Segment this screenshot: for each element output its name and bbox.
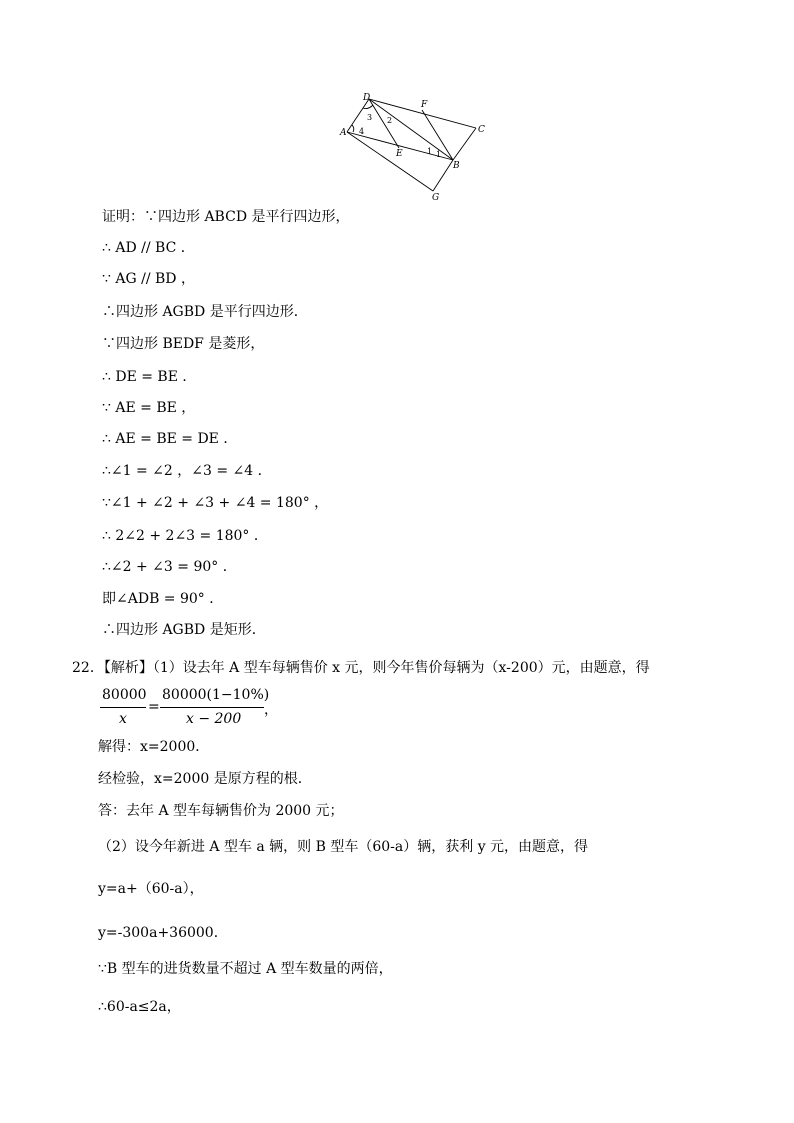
proof-line: ∵ AG // BD ， bbox=[102, 271, 195, 287]
label-A: A bbox=[340, 128, 347, 138]
angle-label-3: 3 bbox=[367, 113, 373, 122]
answer-line: ∵B 型车的进货数量不超过 A 型车数量的两倍， bbox=[98, 961, 393, 977]
fraction-tail-comma: ， bbox=[264, 702, 278, 718]
proof-line: ∵四边形 BEDF 是菱形， bbox=[102, 336, 265, 352]
segment-AG bbox=[347, 132, 433, 191]
answer-line: y=a+（60-a）， bbox=[98, 881, 204, 897]
label-G: G bbox=[432, 193, 440, 203]
label-F: F bbox=[421, 100, 428, 110]
segment-AD bbox=[347, 99, 369, 132]
answer-line: 答：去年 A 型车每辆售价为 2000 元； bbox=[98, 803, 344, 819]
angle-label-1a: 1 bbox=[427, 147, 433, 156]
fraction-right-bar bbox=[160, 707, 264, 708]
proof-line: 证明：∵四边形 ABCD 是平行四边形， bbox=[102, 209, 350, 225]
segment-CB bbox=[453, 128, 476, 160]
angle-label-2: 2 bbox=[387, 116, 393, 125]
proof-line: ∴ AE = BE = DE ． bbox=[102, 431, 238, 447]
answer-line: 经检验，x=2000 是原方程的根． bbox=[98, 771, 312, 787]
label-C: C bbox=[478, 125, 485, 135]
label-B: B bbox=[453, 161, 460, 171]
proof-line: 即∠ADB = 90° ． bbox=[102, 591, 224, 607]
proof-line: ∴ AD // BC ． bbox=[102, 240, 195, 256]
proof-line: ∴∠2 + ∠3 = 90° ． bbox=[102, 559, 237, 575]
fraction-right-denominator: x − 200 bbox=[186, 711, 242, 727]
q22-heading: 22．【解析】（1）设去年 A 型车每辆售价 x 元，则今年售价每辆为（x-200）元，由题意，得 bbox=[72, 660, 650, 676]
label-D: D bbox=[363, 93, 371, 103]
answer-line: （2）设今年新进 A 型车 a 辆，则 B 型车（60-a）辆，获利 y 元，由题意，得 bbox=[98, 839, 589, 855]
proof-line: ∴ DE = BE ． bbox=[102, 369, 197, 385]
fraction-left-denominator: x bbox=[119, 711, 127, 727]
proof-line: ∴四边形 AGBD 是平行四边形． bbox=[102, 304, 308, 320]
angle-arc-4 bbox=[352, 125, 354, 132]
proof-line: ∴ 2∠2 + 2∠3 = 180° ． bbox=[102, 528, 268, 544]
label-E: E bbox=[396, 149, 403, 159]
fraction-left-bar bbox=[100, 707, 146, 708]
fraction-left-numerator: 80000 bbox=[102, 687, 147, 703]
proof-line: ∴四边形 AGBD 是矩形． bbox=[102, 622, 266, 638]
fraction-right-numerator: 80000(1−10%) bbox=[162, 687, 270, 703]
answer-line: y=-300a+36000． bbox=[98, 925, 228, 941]
geometry-figure bbox=[335, 90, 495, 208]
proof-line: ∵ AE = BE ， bbox=[102, 400, 196, 416]
proof-line: ∴∠1 = ∠2 ，∠3 = ∠4 ． bbox=[102, 463, 272, 479]
proof-line: ∵∠1 + ∠2 + ∠3 + ∠4 = 180° ， bbox=[102, 495, 329, 511]
segment-BG bbox=[433, 160, 453, 191]
angle-label-4: 4 bbox=[359, 127, 365, 136]
answer-line: ∴60-a≤2a， bbox=[98, 999, 181, 1015]
equals-sign: = bbox=[148, 699, 160, 715]
angle-label-1b: 1 bbox=[436, 150, 442, 159]
answer-line: 解得：x=2000． bbox=[98, 739, 210, 755]
